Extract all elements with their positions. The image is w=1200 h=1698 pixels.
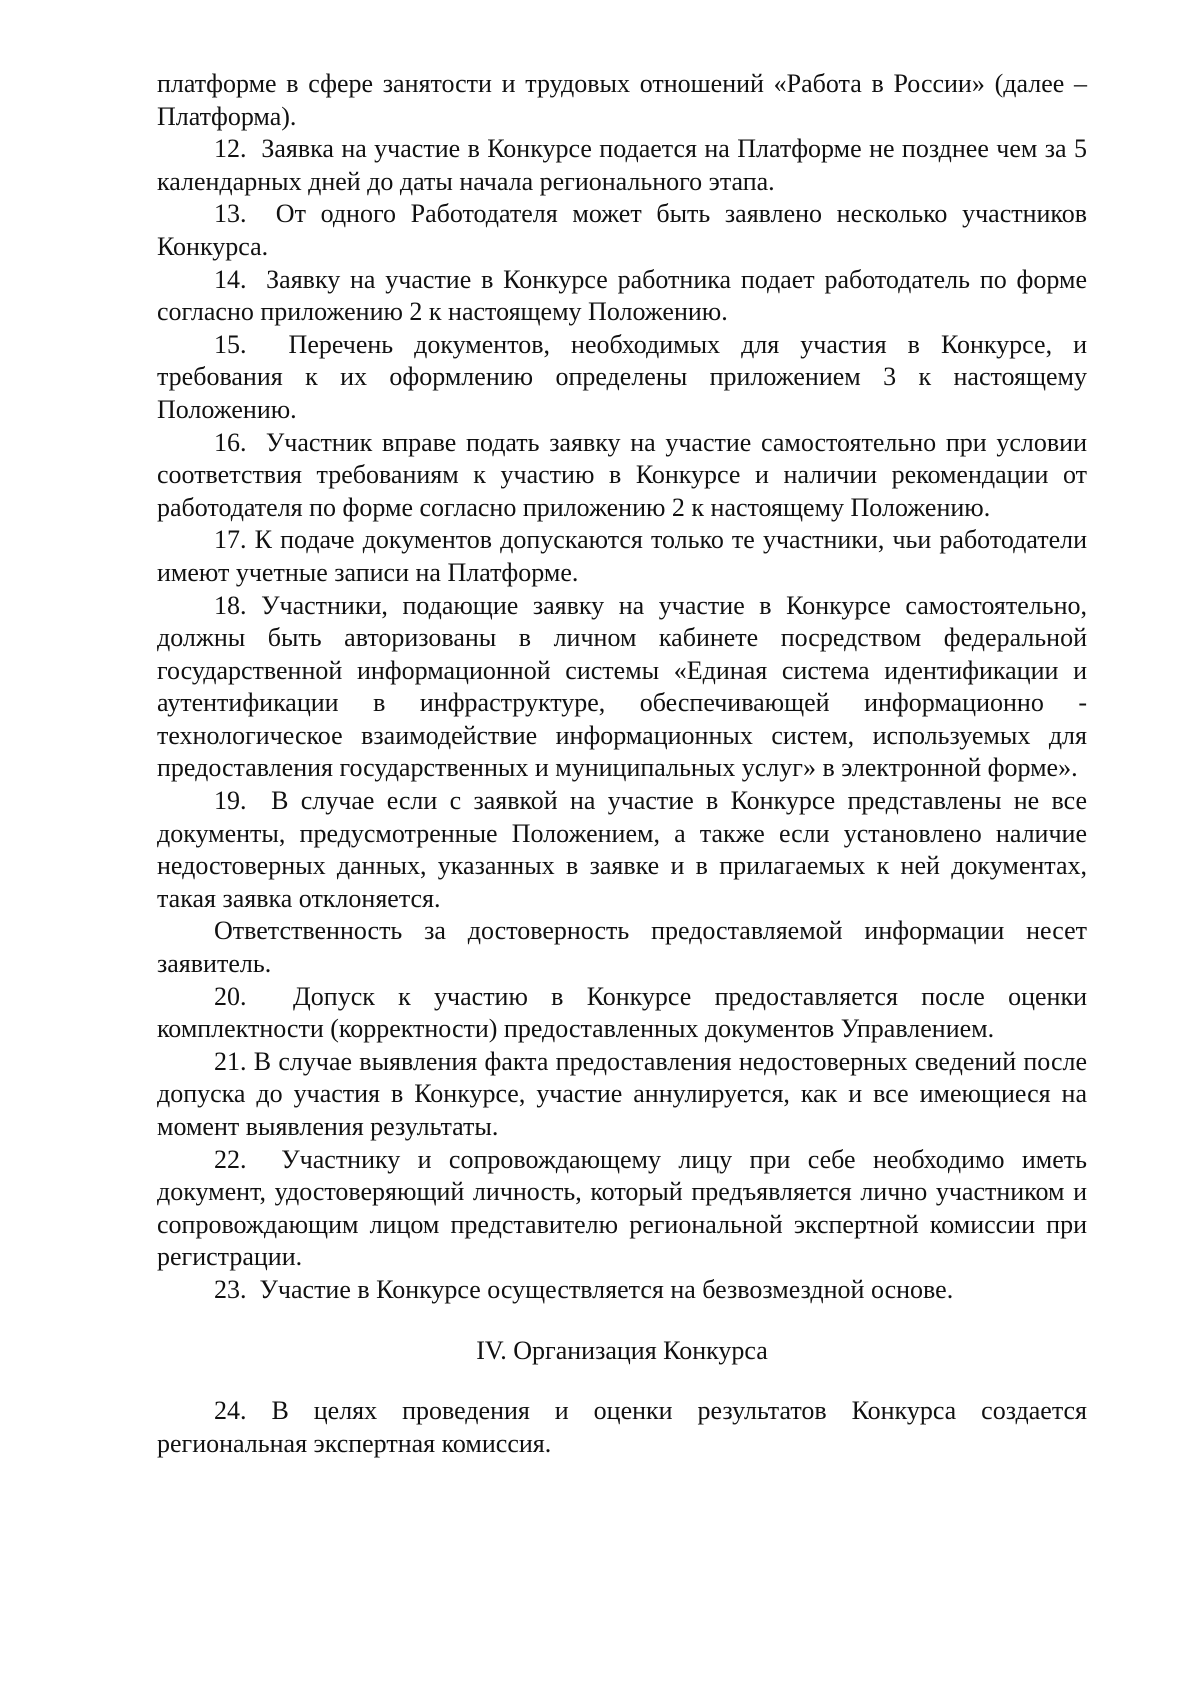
clause-text: В случае если с заявкой на участие в Конкурсе представлены не все документы, предусмотренные Положением, а также если установлено наличие недостоверных данных, указанных в заявке и в прилагаемых к ней документах, такая заявка отклоняется. xyxy=(157,786,1088,913)
clause-text: Заявка на участие в Конкурсе подается на Платформе не позднее чем за 5 календарных дней до даты начала регионального этапа. xyxy=(157,134,1087,196)
clause-20 xyxy=(157,981,1087,1046)
clause-22 xyxy=(157,1144,1087,1274)
clause-number: 15. xyxy=(214,329,247,359)
clause-text: Заявку на участие в Конкурсе работника подает работодатель по форме согласно приложению 2 к настоящему Положению. xyxy=(157,264,1087,327)
clause-text: К подаче документов допускаются только те участники, чьи работодатели имеют учетные записи на Платформе. xyxy=(157,525,1087,587)
clause-text: Участие в Конкурсе осуществляется на безвозмездной основе. xyxy=(259,1274,954,1304)
clause-text: Допуск к участию в Конкурсе предоставляется после оценки комплектности (корректности) предоставленных документов Управлением. xyxy=(157,981,1088,1044)
clause-number: 23. xyxy=(214,1274,247,1304)
clause-14 xyxy=(157,264,1087,329)
clause-number: 24. xyxy=(214,1396,247,1426)
clause-text: Участник вправе подать заявку на участие самостоятельно при условии соответствия требованиям к участию в Конкурсе и наличии рекомендации от работодателя по форме согласно приложению 2 к настоящему Положению. xyxy=(157,427,1087,522)
clause-number: 18. xyxy=(214,590,247,620)
clause-number: 21. xyxy=(214,1046,247,1076)
clause-19 xyxy=(157,785,1087,915)
clause-number: 12. xyxy=(214,134,247,164)
clause-number: 19. xyxy=(214,786,247,816)
clause-12 xyxy=(157,133,1087,198)
clause-text: От одного Работодателя может быть заявлено несколько участников Конкурса. xyxy=(157,199,1088,261)
clause-text: Участнику и сопровождающему лицу при себе необходимо иметь документ, удостоверяющий личность, который предъявляется лично участником и сопровождающим лицом представителю региональной экспертной комиссии при регистрации. xyxy=(157,1144,1088,1272)
clause-15 xyxy=(157,329,1087,427)
clause-text: Перечень документов, необходимых для участия в Конкурсе, и требования к их оформлению определены приложением 3 к настоящему Положению. xyxy=(157,329,1088,424)
section-heading: IV. Организация Конкурса xyxy=(476,1335,768,1365)
clause-number: 22. xyxy=(214,1144,247,1174)
clause-number: 13. xyxy=(214,199,247,229)
clause-text: Ответственность за достоверность предоставляемой информации несет заявитель. xyxy=(157,916,1087,979)
clause-13 xyxy=(157,198,1087,263)
clause-16 xyxy=(157,427,1087,525)
clause-text: В случае выявления факта предоставления недостоверных сведений после допуска до участия в Конкурсе, участие аннулируется, как и все имеющиеся на момент выявления результаты. xyxy=(157,1046,1087,1141)
clause-number: 17. xyxy=(214,525,247,555)
clause-21 xyxy=(157,1046,1087,1144)
document-body xyxy=(157,68,1087,1460)
clause-number: 16. xyxy=(214,427,247,457)
clause-24 xyxy=(157,1395,1087,1460)
clause-23 xyxy=(157,1274,1087,1307)
clause-number: 20. xyxy=(214,981,247,1011)
intro-paragraph: платформе в сфере занятости и трудовых отношений «Работа в России» (далее – Платформа). xyxy=(157,69,1087,131)
clause-text: В целях проведения и оценки результатов Конкурса создается региональная экспертная комиссия. xyxy=(157,1396,1087,1458)
clause-text: Участники, подающие заявку на участие в Конкурсе самостоятельно, должны быть авторизованы в личном кабинете посредством федеральной государственной информационной системы «Единая система идентификации и аутентификации в инфраструктуре, обеспечивающей информационно - технологическое взаимодействие информационных систем, используемых для предоставления государственных и муниципальных услуг» в электронной форме». xyxy=(157,590,1088,783)
clause-18 xyxy=(157,590,1087,786)
clause-19-responsibility xyxy=(157,915,1087,980)
clause-17 xyxy=(157,524,1087,589)
clause-number: 14. xyxy=(214,264,247,294)
